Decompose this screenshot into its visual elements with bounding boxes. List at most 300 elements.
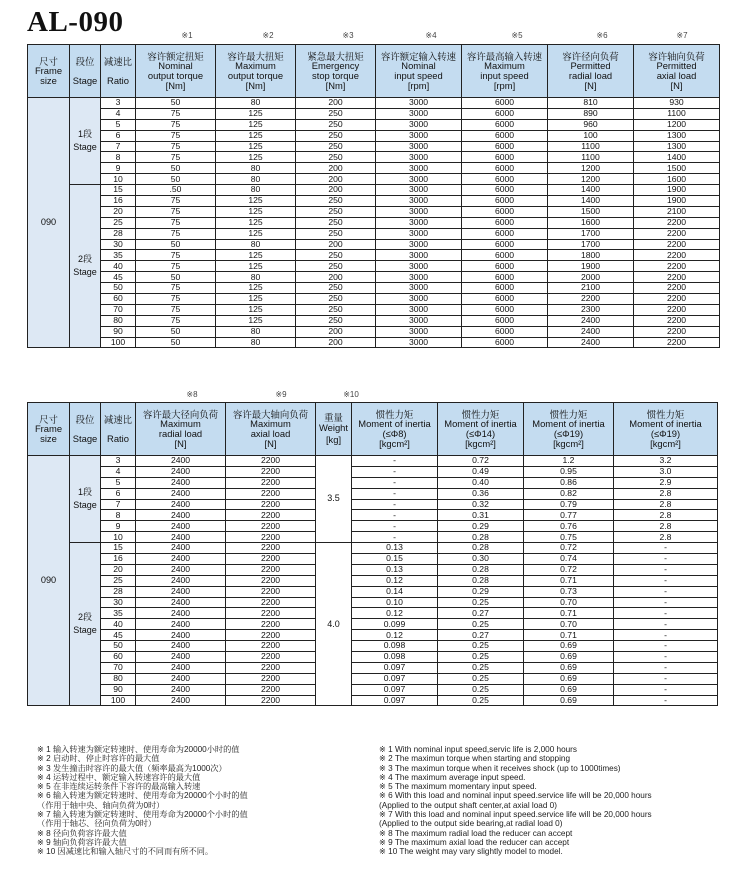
table-cell: 2400 (548, 315, 634, 326)
table-cell: 3000 (376, 141, 462, 152)
table-cell: 80 (101, 673, 136, 684)
table-cell: 3.2 (614, 456, 718, 467)
table-cell: 8 (101, 510, 136, 521)
table-cell: - (614, 641, 718, 652)
header2-max-radial: 容许最大径向负荷 Maximum radial load [N] (136, 403, 226, 456)
table-cell: 4 (101, 108, 136, 119)
table-cell: 3000 (376, 217, 462, 228)
table-cell: 3000 (376, 152, 462, 163)
table-cell: 0.25 (438, 641, 524, 652)
frame-size-cell: 090 (28, 98, 70, 348)
table-cell: 6000 (462, 326, 548, 337)
table-cell: - (614, 684, 718, 695)
table-row (28, 554, 718, 565)
table-row (28, 488, 718, 499)
table-cell: 0.25 (438, 673, 524, 684)
table-cell: - (614, 554, 718, 565)
table-cell: 10 (101, 174, 136, 185)
table-cell: 0.14 (352, 586, 438, 597)
table-cell: 930 (634, 98, 720, 109)
table-cell: 2200 (634, 272, 720, 283)
table-cell: 2200 (226, 630, 316, 641)
table-cell: 2200 (634, 250, 720, 261)
table-cell: 75 (136, 228, 216, 239)
table-cell: 0.25 (438, 662, 524, 673)
table-cell: 75 (136, 108, 216, 119)
table-cell: 0.29 (438, 586, 524, 597)
table-cell: - (352, 521, 438, 532)
table-cell: 6000 (462, 130, 548, 141)
spec-table-1 (27, 44, 720, 348)
table-cell: 75 (136, 315, 216, 326)
table-cell: 0.40 (438, 477, 524, 488)
table-cell: 16 (101, 554, 136, 565)
stage-label-en: Stage (73, 625, 97, 636)
header2-inertia-19b: 惯性力矩 Moment of inertia (≤Φ19) [kgcm²] (614, 403, 718, 456)
note-line: ※ 5 在非连续运转条件下容许的最高输入转速 (37, 782, 201, 792)
table-cell: 0.25 (438, 684, 524, 695)
note-line: ※ 10 因减速比和输入轴尺寸的不同而有所不同。 (37, 847, 214, 857)
table-cell: 2.8 (614, 499, 718, 510)
table-cell: 2400 (136, 564, 226, 575)
mark-6: ※6 (596, 31, 608, 40)
table-cell: 0.25 (438, 695, 524, 706)
table-cell: 40 (101, 261, 136, 272)
table-row (28, 543, 718, 554)
table-cell: 200 (296, 185, 376, 196)
table-cell: 2400 (136, 673, 226, 684)
table-cell: 5 (101, 119, 136, 130)
table-cell: 2200 (634, 294, 720, 305)
table-cell: 0.31 (438, 510, 524, 521)
notes-english (379, 745, 652, 857)
table-cell: - (614, 586, 718, 597)
table-cell: 2200 (226, 684, 316, 695)
header2-inertia-8: 惯性力矩 Moment of inertia (≤Φ8) [kgcm²] (352, 403, 438, 456)
table-cell: 2.8 (614, 521, 718, 532)
table-row (28, 597, 718, 608)
table-cell: 3000 (376, 250, 462, 261)
table-cell: 250 (296, 141, 376, 152)
table-cell: 2200 (634, 217, 720, 228)
table-cell: 3000 (376, 326, 462, 337)
mark-1: ※1 (181, 31, 193, 40)
table-cell: 80 (216, 272, 296, 283)
table-cell: 2200 (226, 488, 316, 499)
table-cell: 0.70 (524, 619, 614, 630)
table-cell: 2.8 (614, 488, 718, 499)
table-row (28, 250, 720, 261)
table-cell: 2200 (226, 477, 316, 488)
table-cell: 50 (136, 174, 216, 185)
note-line: (Applied to the output shaft center,at axial load 0) (379, 800, 557, 810)
table-cell: 0.71 (524, 608, 614, 619)
table2-marks (0, 390, 745, 402)
frame-size-cell: 090 (28, 456, 70, 706)
table-cell: 0.69 (524, 684, 614, 695)
table-cell: - (614, 630, 718, 641)
table-cell: 2300 (548, 304, 634, 315)
mark-2: ※2 (262, 31, 274, 40)
table-cell: 1400 (548, 196, 634, 207)
table-cell: 60 (101, 294, 136, 305)
table-cell: 0.25 (438, 652, 524, 663)
table-cell: 2400 (136, 543, 226, 554)
mark-9: ※9 (275, 390, 287, 399)
table-cell: 250 (296, 283, 376, 294)
table-cell: 7 (101, 499, 136, 510)
table-cell: 6000 (462, 315, 548, 326)
table-row (28, 608, 718, 619)
table-cell: 8 (101, 152, 136, 163)
table-cell: 1300 (634, 141, 720, 152)
note-line: ※ 10 The weight may vary slightly model to model. (379, 847, 563, 857)
table-cell: 125 (216, 294, 296, 305)
mark-5: ※5 (511, 31, 523, 40)
table-cell: 6000 (462, 185, 548, 196)
stage-label-cn: 1段 (77, 487, 92, 498)
table-row (28, 510, 718, 521)
table-cell: 1900 (634, 196, 720, 207)
table-cell: 0.27 (438, 608, 524, 619)
table-cell: 2200 (226, 499, 316, 510)
table-cell: 25 (101, 217, 136, 228)
table-cell: 2400 (136, 466, 226, 477)
table-cell: 0.72 (524, 543, 614, 554)
table-cell: 1400 (548, 185, 634, 196)
table-cell: 200 (296, 239, 376, 250)
table-cell: 125 (216, 196, 296, 207)
table-cell: 0.77 (524, 510, 614, 521)
table-cell: 2200 (226, 564, 316, 575)
note-line: ※ 8 径向负荷容许最大值 (37, 828, 127, 838)
table-cell: 5 (101, 477, 136, 488)
table-cell: 0.95 (524, 466, 614, 477)
table-cell: 70 (101, 304, 136, 315)
table-cell: 6000 (462, 119, 548, 130)
header-stage: 段位 Stage (70, 45, 101, 98)
weight-cell: 3.5 (316, 456, 352, 543)
table-cell: 0.79 (524, 499, 614, 510)
table-row (28, 196, 720, 207)
table-cell: 2.8 (614, 532, 718, 543)
table-cell: 2200 (548, 294, 634, 305)
table-cell: 2200 (226, 641, 316, 652)
table-cell: 2400 (136, 499, 226, 510)
table-cell: 0.12 (352, 608, 438, 619)
table-cell: 6000 (462, 196, 548, 207)
table-cell: 80 (216, 326, 296, 337)
table-row (28, 261, 720, 272)
header-frame-size: 尺寸 Frame size (28, 45, 70, 98)
table-cell: 2000 (548, 272, 634, 283)
header2-inertia-14: 惯性力矩 Moment of inertia (≤Φ14) [kgcm²] (438, 403, 524, 456)
table-cell: 6000 (462, 174, 548, 185)
table-cell: .50 (136, 185, 216, 196)
table-cell: - (614, 597, 718, 608)
table1-marks (0, 31, 745, 43)
table-cell: 125 (216, 261, 296, 272)
table-cell: 2400 (136, 510, 226, 521)
table-cell: 10 (101, 532, 136, 543)
table-cell: 3000 (376, 130, 462, 141)
table-cell: - (352, 456, 438, 467)
table-cell: 3000 (376, 196, 462, 207)
table-cell: 80 (216, 239, 296, 250)
table-cell: 3000 (376, 315, 462, 326)
note-line: ※ 3 发生撞击时容许的最大值（频率最高为1000次） (37, 763, 227, 773)
table-cell: 1100 (548, 141, 634, 152)
stage-label-en: Stage (73, 142, 97, 153)
mark-8: ※8 (186, 390, 198, 399)
table-cell: 1200 (634, 119, 720, 130)
table-cell: 30 (101, 597, 136, 608)
table-cell: 50 (136, 272, 216, 283)
table-row (28, 456, 718, 467)
table-cell: 200 (296, 174, 376, 185)
table-cell: 1400 (634, 152, 720, 163)
table-cell: 200 (296, 326, 376, 337)
table-cell: 0.69 (524, 652, 614, 663)
table-cell: 2200 (226, 532, 316, 543)
table-cell: 45 (101, 272, 136, 283)
table-cell: 3000 (376, 337, 462, 348)
table-cell: 3000 (376, 239, 462, 250)
table-cell: 125 (216, 141, 296, 152)
table-cell: 3000 (376, 283, 462, 294)
table-cell: 6000 (462, 283, 548, 294)
table-row (28, 521, 718, 532)
table-cell: 250 (296, 119, 376, 130)
table-cell: 75 (136, 152, 216, 163)
table-cell: 250 (296, 228, 376, 239)
table-cell: 50 (136, 163, 216, 174)
table-cell: 3000 (376, 174, 462, 185)
table-cell: 15 (101, 543, 136, 554)
table-cell: 2400 (136, 619, 226, 630)
table-cell: 2200 (226, 662, 316, 673)
mark-7: ※7 (676, 31, 688, 40)
table-cell: 75 (136, 250, 216, 261)
table-cell: 75 (136, 119, 216, 130)
table-row (28, 315, 720, 326)
table-cell: 250 (296, 196, 376, 207)
table-cell: 125 (216, 130, 296, 141)
stage-label-cn: 2段 (77, 612, 92, 623)
table-cell: 2200 (226, 652, 316, 663)
table-cell: 75 (136, 283, 216, 294)
table-cell: 0.69 (524, 641, 614, 652)
table-cell: 2200 (226, 456, 316, 467)
table-cell: 2200 (634, 326, 720, 337)
table-cell: 0.30 (438, 554, 524, 565)
table-cell: 2400 (136, 662, 226, 673)
table-row (28, 673, 718, 684)
table-cell: 6000 (462, 141, 548, 152)
table-row (28, 662, 718, 673)
table-cell: 125 (216, 152, 296, 163)
table-row (28, 477, 718, 488)
table-cell: 2200 (226, 575, 316, 586)
table-cell: 2.9 (614, 477, 718, 488)
table-cell: - (614, 564, 718, 575)
table-cell: 75 (136, 206, 216, 217)
table-cell: 2100 (634, 206, 720, 217)
table-cell: 2200 (634, 315, 720, 326)
table-cell: 35 (101, 250, 136, 261)
table-cell: 2400 (136, 575, 226, 586)
table-row (28, 98, 720, 109)
table-cell: 6 (101, 488, 136, 499)
table-row (28, 337, 720, 348)
table-cell: 2400 (136, 597, 226, 608)
table-cell: 50 (136, 326, 216, 337)
note-line: ※ 1 输入转速为额定转速时、使用寿命为20000小时的值 (37, 745, 240, 754)
table-cell: - (614, 619, 718, 630)
table-cell: 2400 (136, 608, 226, 619)
table-cell: 50 (101, 641, 136, 652)
table-cell: - (614, 575, 718, 586)
table-cell: 1.2 (524, 456, 614, 467)
table-cell: 6 (101, 130, 136, 141)
table-cell: 0.69 (524, 673, 614, 684)
stage-cell (70, 543, 101, 706)
table-row (28, 294, 720, 305)
table-row (28, 532, 718, 543)
table-cell: 0.13 (352, 543, 438, 554)
table-cell: 6000 (462, 206, 548, 217)
stage-label-cn: 2段 (77, 254, 92, 265)
table-cell: 3000 (376, 261, 462, 272)
table-cell: 45 (101, 630, 136, 641)
stage-label-en: Stage (73, 267, 97, 278)
table-cell: 1200 (548, 163, 634, 174)
table-row (28, 163, 720, 174)
table-cell: 0.32 (438, 499, 524, 510)
table-row (28, 575, 718, 586)
header2-max-axial: 容许最大轴向负荷 Maximum axial load [N] (226, 403, 316, 456)
table-row (28, 499, 718, 510)
table-cell: - (614, 673, 718, 684)
table-cell: 0.28 (438, 532, 524, 543)
table-cell: 0.70 (524, 597, 614, 608)
table-row (28, 283, 720, 294)
table-cell: 16 (101, 196, 136, 207)
table-cell: 810 (548, 98, 634, 109)
note-line: （作用于轴中央、轴向负荷为0时） (37, 800, 165, 810)
table-row (28, 152, 720, 163)
table-row (28, 217, 720, 228)
table-row (28, 326, 720, 337)
table-cell: 0.76 (524, 521, 614, 532)
table-cell: 0.28 (438, 575, 524, 586)
table-cell: 0.28 (438, 543, 524, 554)
table-cell: 3000 (376, 228, 462, 239)
table-cell: 50 (136, 98, 216, 109)
table-cell: 25 (101, 575, 136, 586)
table-cell: 20 (101, 206, 136, 217)
table-cell: 80 (101, 315, 136, 326)
table-cell: 75 (136, 261, 216, 272)
table-row (28, 652, 718, 663)
table-cell: - (614, 695, 718, 706)
table-cell: 125 (216, 119, 296, 130)
table-cell: 1600 (548, 217, 634, 228)
stage-label-en: Stage (73, 500, 97, 511)
table-cell: 2200 (634, 304, 720, 315)
table-row (28, 684, 718, 695)
table-cell: 2100 (548, 283, 634, 294)
stage-label-cn: 1段 (77, 129, 92, 140)
table-row (28, 228, 720, 239)
table-cell: 0.28 (438, 564, 524, 575)
table-cell: 125 (216, 206, 296, 217)
table-cell: 0.49 (438, 466, 524, 477)
table-cell: 250 (296, 130, 376, 141)
table-cell: 125 (216, 315, 296, 326)
table-cell: 60 (101, 652, 136, 663)
table-cell: 250 (296, 304, 376, 315)
table-cell: 125 (216, 108, 296, 119)
table-cell: 6000 (462, 250, 548, 261)
table-cell: 15 (101, 185, 136, 196)
note-line: ※ 1 With nominal input speed,servic life is 2,000 hours (379, 745, 577, 754)
table-cell: 2200 (226, 608, 316, 619)
table-cell: 0.097 (352, 673, 438, 684)
table-cell: 0.25 (438, 597, 524, 608)
table-cell: 200 (296, 163, 376, 174)
table-cell: 2200 (226, 695, 316, 706)
table-cell: 3000 (376, 206, 462, 217)
table-cell: 2200 (226, 521, 316, 532)
table-cell: 50 (136, 239, 216, 250)
page-title: AL-090 (27, 6, 124, 38)
table-cell: 3000 (376, 119, 462, 130)
table-cell: 0.73 (524, 586, 614, 597)
table-cell: 3000 (376, 163, 462, 174)
table-cell: 2400 (136, 456, 226, 467)
table-cell: - (614, 543, 718, 554)
table-cell: 2200 (634, 337, 720, 348)
table-cell: - (352, 532, 438, 543)
table-cell: 2400 (136, 586, 226, 597)
table-cell: 1300 (634, 130, 720, 141)
table-cell: 90 (101, 684, 136, 695)
note-line: ※ 9 轴向负荷容许最大值 (37, 837, 127, 847)
table-cell: 75 (136, 130, 216, 141)
table-cell: 1100 (634, 108, 720, 119)
table-cell: 2200 (634, 228, 720, 239)
table-cell: 250 (296, 294, 376, 305)
table-cell: 2200 (634, 239, 720, 250)
table-cell: 2200 (226, 597, 316, 608)
table-cell: 2200 (226, 543, 316, 554)
stage-cell (70, 98, 101, 185)
table-row (28, 466, 718, 477)
table-cell: 3.0 (614, 466, 718, 477)
table-cell: 2400 (136, 477, 226, 488)
note-line: ※ 2 The maximun torque when starting and stopping (379, 754, 571, 764)
header-ratio: 减速比 Ratio (101, 45, 136, 98)
table-cell: 1500 (548, 206, 634, 217)
table-cell: 0.36 (438, 488, 524, 499)
note-line: ※ 2 启动时、停止时容许的最大值 (37, 754, 160, 764)
table-cell: 2400 (136, 684, 226, 695)
header2-weight: 重量 Weight [kg] (316, 403, 352, 456)
table-cell: 125 (216, 304, 296, 315)
table-cell: 0.69 (524, 695, 614, 706)
table-cell: 80 (216, 163, 296, 174)
